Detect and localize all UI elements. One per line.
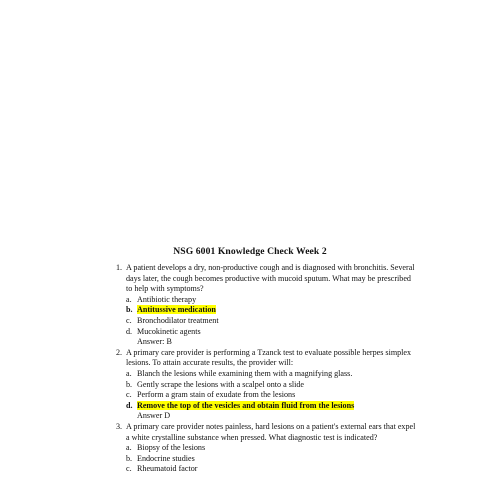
document-title: NSG 6001 Knowledge Check Week 2 bbox=[173, 246, 327, 257]
highlighted-option-text: Antitussive medication bbox=[137, 305, 216, 315]
option-d bbox=[110, 327, 402, 338]
option-a bbox=[110, 295, 402, 306]
question-text: A patient develops a dry, non-productive cough and is diagnosed with bronchitis. Several bbox=[126, 263, 415, 272]
question-text-line bbox=[110, 263, 415, 274]
option-text: Mucokinetic agents bbox=[137, 326, 201, 336]
option-letter: d. bbox=[126, 400, 133, 410]
option-b bbox=[110, 380, 402, 391]
question-text: A primary care provider notes painless, hard lesions on a patient's external ears that expel bbox=[126, 421, 416, 431]
option-text: Rheumatoid factor bbox=[137, 464, 198, 474]
option-letter: a. bbox=[126, 368, 132, 378]
question-list bbox=[110, 263, 416, 475]
option-c bbox=[110, 464, 402, 475]
highlighted-option-text: Remove the top of the vesicles and obtain fluid from the lesions bbox=[137, 400, 355, 410]
question-text-line: days later, the cough becomes productive with mucoid sputum. What may be prescribed bbox=[126, 273, 411, 283]
option-text: Biopsy of the lesions bbox=[137, 443, 206, 453]
question-number: 2. bbox=[116, 347, 123, 357]
option-text: Bronchodilator treatment bbox=[137, 315, 219, 325]
question-3 bbox=[110, 421, 416, 475]
question-text-line: to help with symptoms? bbox=[126, 284, 204, 294]
option-letter: b. bbox=[126, 305, 133, 315]
option-text: Antibiotic therapy bbox=[137, 294, 197, 304]
question-text-line: lesions. To attain accurate results, the provider will: bbox=[126, 358, 294, 368]
option-letter: b. bbox=[126, 379, 133, 389]
question-text-line bbox=[110, 421, 416, 433]
question-number: 1. bbox=[116, 263, 123, 272]
option-text: Endocrine studies bbox=[137, 453, 195, 463]
option-letter: d. bbox=[126, 326, 133, 336]
option-letter: c. bbox=[126, 390, 132, 400]
answer-key: Answer D bbox=[137, 411, 171, 421]
question-text: A primary care provider is performing a Tzanck test to evaluate possible herpes simplex bbox=[126, 347, 412, 357]
question-number: 3. bbox=[116, 421, 123, 431]
option-text: Perform a gram stain of exudate from the lesions bbox=[137, 390, 296, 400]
option-letter: b. bbox=[126, 453, 133, 463]
option-c bbox=[110, 390, 402, 401]
option-b bbox=[110, 454, 402, 465]
answer-key: Answer: B bbox=[137, 337, 172, 347]
option-a bbox=[110, 369, 402, 380]
question-text-line: a white crystalline substance when pressed. What diagnostic test is indicated? bbox=[126, 432, 378, 442]
option-text: Blanch the lesions while examining them with a magnifying glass. bbox=[137, 368, 353, 378]
option-text: Gently scrape the lesions with a scalpel onto a slide bbox=[137, 379, 305, 389]
option-letter: a. bbox=[126, 294, 132, 304]
question-1 bbox=[110, 263, 415, 348]
option-letter: c. bbox=[126, 464, 132, 474]
question-2 bbox=[110, 347, 412, 422]
option-c bbox=[110, 316, 402, 327]
option-letter: c. bbox=[126, 315, 132, 325]
option-b bbox=[110, 305, 402, 316]
option-letter: a. bbox=[126, 443, 132, 453]
question-text-line bbox=[110, 347, 412, 359]
option-d bbox=[110, 401, 402, 412]
option-a bbox=[110, 443, 402, 454]
